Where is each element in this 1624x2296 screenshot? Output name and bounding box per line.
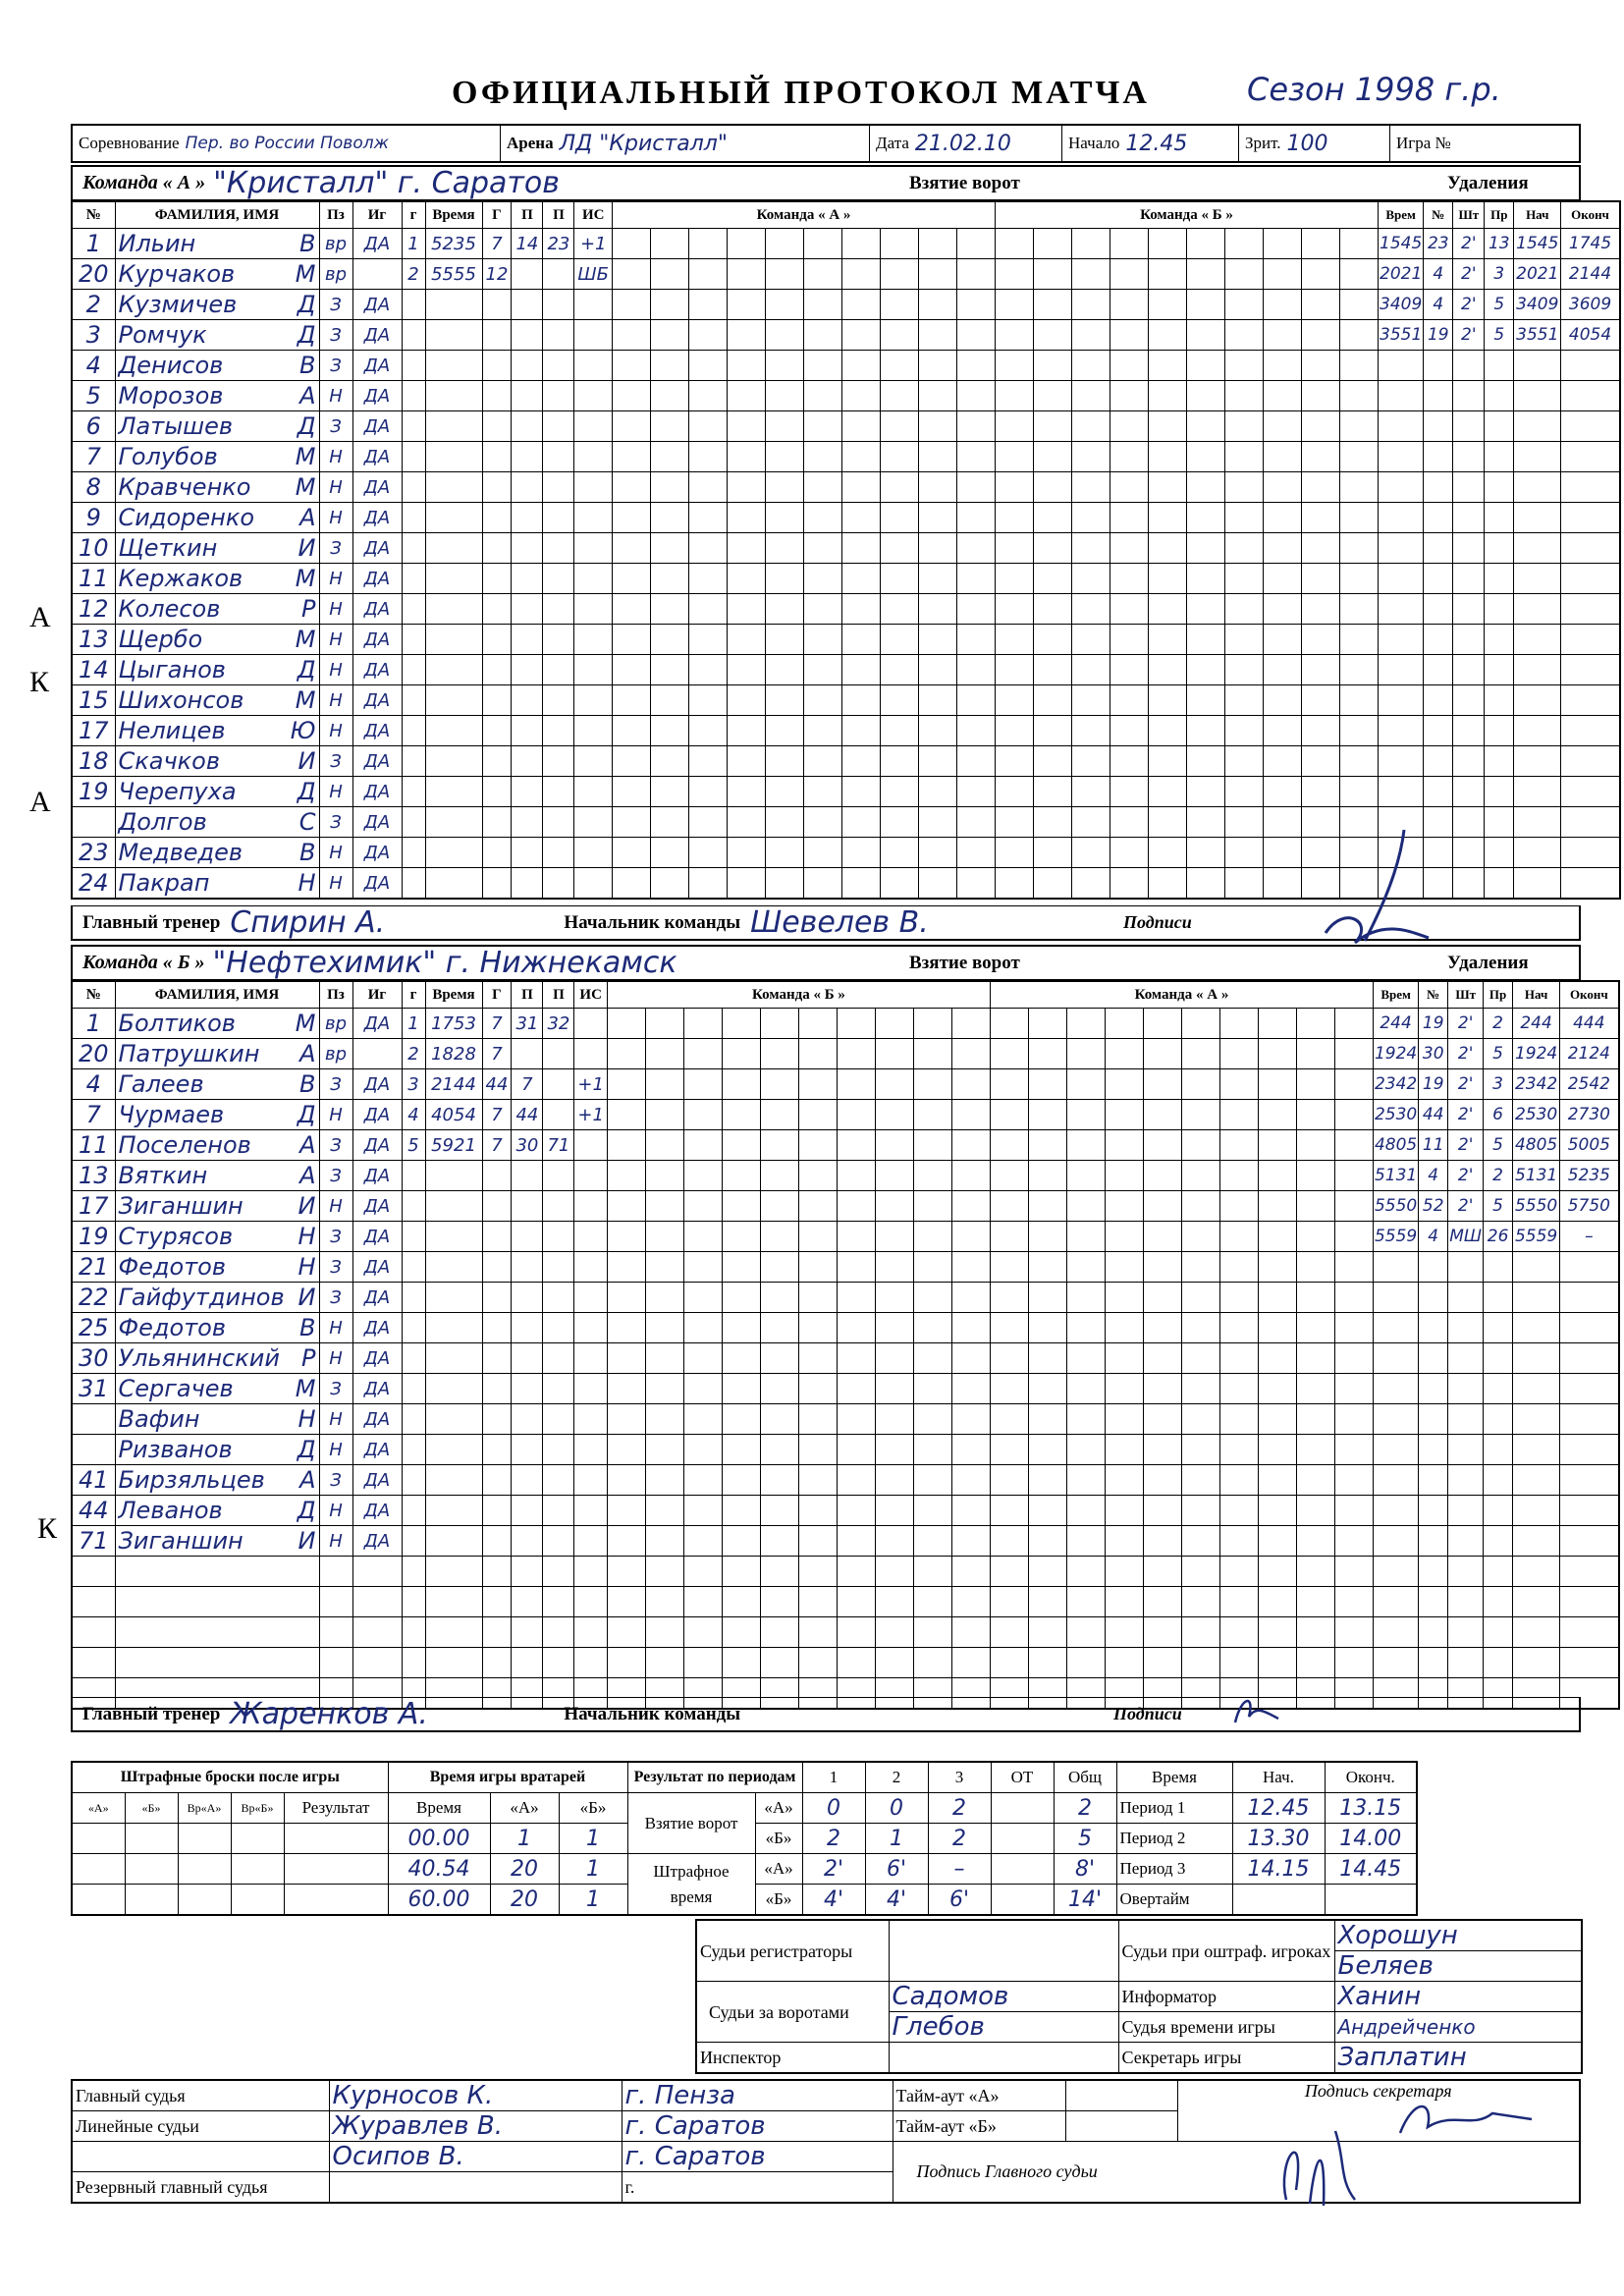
periods-title: Результат по периодам	[627, 1762, 802, 1793]
player-name: Морозов А	[115, 381, 319, 411]
player-row: 17 Нелицев Ю Н ДА	[72, 716, 1620, 746]
player-name: Болтиков М	[115, 1009, 319, 1039]
player-row: 20 Патрушкин А вр 2 1828 7 1924 30 2' 5 1924 2124	[72, 1039, 1619, 1069]
player-name: Ульянинский Р	[115, 1343, 319, 1374]
spectators-field: Зрит. 100	[1239, 126, 1390, 161]
team-b-header: Команда « Б » "Нефтехимик" г. Нижнекамск Взятие ворот Удаления	[71, 945, 1581, 980]
goalie-time-title: Время игры вратарей	[388, 1762, 627, 1793]
player-name: Скачков И	[115, 746, 319, 777]
player-name: Латышев Д	[115, 411, 319, 442]
player-name: Федотов В	[115, 1313, 319, 1343]
arena-value: ЛД "Кристалл"	[559, 131, 728, 156]
player-row: 4 Денисов В З ДА	[72, 351, 1620, 381]
player-name: Денисов В	[115, 351, 319, 381]
player-row: 1 Ильин В вр ДА 1 5235 7 14 23 +1 1545 23 2' 13 1545 1745	[72, 229, 1620, 259]
team-a-coach-row: Главный тренер Спирин А. Начальник команды Шевелев В. Подписи	[71, 905, 1581, 941]
team-b-roster-table: № ФАМИЛИЯ, ИМЯ Пз Иг г Время Г П П ИС Команда « Б » Команда « А » Врем № Шт Пр Нач Оконч 1 Болтиков М вр ДА 1 1753 7 31 32 244 19 2' 2 244 444 20 Патрушкин А вр 2 1828 7 1924 30 2' 5 1924 2124 4 Галеев В З ДА 3 2144 44 7 +1 2342 19 2' 3 2342 2542 7 Чурмаев Д Н ДА 4 4054 7 44 +1 2530 44 2' 6 2530 2730 11 Поселенов А З ДА 5 5921 7 30 71 4805 11 2' 5 4805 5005 13 Вяткин А З ДА 5131 4 2' 2 5131 5235 17 Зиганшин И Н ДА 5550 52 2' 5 5550 5750 19 Стурясов Н З ДА 5559 4 МШ 26 5559 – 21 Федотов Н З ДА 22 Гайфутдинов И З ДА 25 Федотов В Н ДА 30 Ульянинский Р Н ДА 31 Сергачев М З ДА Вафин Н Н ДА Ризванов Д Н ДА 41 Бирзяльцев А З ДА 44 Леванов Д Н ДА 71 Зиганшин И Н ДА	[71, 980, 1620, 1710]
team-b-coach: Жаренков А.	[230, 1697, 428, 1731]
player-name: Леванов Д	[115, 1496, 319, 1526]
penalty-box-judge-1: Хорошун	[1334, 1920, 1582, 1951]
player-name: Ильин В	[115, 229, 319, 259]
player-row: 7 Голубов М Н ДА	[72, 442, 1620, 472]
player-name: Зиганшин И	[115, 1526, 319, 1557]
player-row: 17 Зиганшин И Н ДА 5550 52 2' 5 5550 5750	[72, 1191, 1619, 1222]
player-name: Вяткин А	[115, 1161, 319, 1191]
player-name	[115, 1587, 319, 1617]
player-name: Кержаков М	[115, 564, 319, 594]
informator: Ханин	[1334, 1982, 1582, 2012]
team-a-signature	[1306, 825, 1434, 949]
player-name: Зиганшин И	[115, 1191, 319, 1222]
player-name: Голубов М	[115, 442, 319, 472]
player-name: Стурясов Н	[115, 1222, 319, 1252]
captain-mark: К	[29, 666, 50, 698]
player-row: 1 Болтиков М вр ДА 1 1753 7 31 32 244 19 2' 2 244 444	[72, 1009, 1619, 1039]
player-row: 44 Леванов Д Н ДА	[72, 1496, 1619, 1526]
player-name: Щеткин И	[115, 533, 319, 564]
player-row: 24 Пакрап Н Н ДА	[72, 868, 1620, 900]
player-row: 15 Шихонсов М Н ДА	[72, 685, 1620, 716]
team-b-signature	[1227, 1687, 1286, 1730]
player-row: Ризванов Д Н ДА	[72, 1435, 1619, 1465]
referees-table: Главный судья Курносов К. г. Пенза Тайм-аут «А» Подпись секретаря Линейные судьи Журавлев В. г. Саратов Тайм-аут «Б» Осипов В. г. Саратов Подпись Главного судьи Резервный главный судья г.	[71, 2079, 1581, 2204]
player-name: Курчаков М	[115, 259, 319, 290]
player-name	[115, 1617, 319, 1648]
player-name: Сидоренко А	[115, 503, 319, 533]
player-row	[72, 1648, 1619, 1678]
player-row: 71 Зиганшин И Н ДА	[72, 1526, 1619, 1557]
player-name: Медведев В	[115, 838, 319, 868]
competition-value: Пер. во России Поволж	[185, 134, 389, 153]
player-row	[72, 1557, 1619, 1587]
shootout-title: Штрафные броски после игры	[72, 1762, 388, 1793]
player-row: 21 Федотов Н З ДА	[72, 1252, 1619, 1283]
player-name: Пакрап Н	[115, 868, 319, 900]
player-name: Бирзяльцев А	[115, 1465, 319, 1496]
team-b-name: "Нефтехимик" г. Нижнекамск	[212, 946, 677, 980]
player-row: Долгов С З ДА	[72, 807, 1620, 838]
alternate-captain-mark: А	[29, 601, 51, 633]
player-name: Колесов Р	[115, 594, 319, 625]
player-row: 30 Ульянинский Р Н ДА	[72, 1343, 1619, 1374]
player-row: 9 Сидоренко А Н ДА	[72, 503, 1620, 533]
player-row: 3 Ромчук Д З ДА 3551 19 2' 5 3551 4054	[72, 320, 1620, 351]
player-row: 25 Федотов В Н ДА	[72, 1313, 1619, 1343]
team-a-manager: Шевелев В.	[750, 905, 929, 940]
competition-field: Соревнование Пер. во России Поволж	[73, 126, 501, 161]
goal-judge-2: Глебов	[889, 2012, 1118, 2043]
secretary: Заплатин	[1334, 2043, 1582, 2074]
player-name: Долгов С	[115, 807, 319, 838]
player-name	[115, 1648, 319, 1678]
team-a-name: "Кристалл" г. Саратов	[213, 166, 560, 200]
head-referee: Курносов К.	[329, 2080, 622, 2111]
player-name: Ромчук Д	[115, 320, 319, 351]
player-row: 13 Щербо М Н ДА	[72, 625, 1620, 655]
officials-table: Судьи регистраторы Судьи при оштраф. игроках Хорошун Беляев Судьи за воротами Садомов Информатор Ханин Глебов Судья времени игры Андрейченко Инспектор Секретарь игры Заплатин	[695, 1919, 1583, 2074]
player-row: 18 Скачков И З ДА	[72, 746, 1620, 777]
team-a-header: Команда « А » "Кристалл" г. Саратов Взятие ворот Удаления	[71, 165, 1581, 200]
player-row: 19 Стурясов Н З ДА 5559 4 МШ 26 5559 –	[72, 1222, 1619, 1252]
player-row: 20 Курчаков М вр 2 5555 12 ШБ 2021 4 2' 3 2021 2144	[72, 259, 1620, 290]
player-row: 31 Сергачев М З ДА	[72, 1374, 1619, 1404]
player-name: Шихонсов М	[115, 685, 319, 716]
match-info-row	[71, 124, 1581, 163]
head-referee-signature	[1267, 2102, 1375, 2210]
game-number-field: Игра №	[1396, 134, 1451, 152]
player-row: 14 Цыганов Д Н ДА	[72, 655, 1620, 685]
alternate-captain-mark: А	[29, 786, 51, 818]
player-name: Сергачев М	[115, 1374, 319, 1404]
captain-mark: К	[37, 1512, 58, 1545]
player-name: Поселенов А	[115, 1130, 319, 1161]
player-name: Ризванов Д	[115, 1435, 319, 1465]
player-name: Федотов Н	[115, 1252, 319, 1283]
linesman-2: Осипов В.	[329, 2142, 622, 2172]
player-row: 8 Кравченко М Н ДА	[72, 472, 1620, 503]
linesman-1: Журавлев В.	[329, 2111, 622, 2142]
spectators-value: 100	[1286, 131, 1328, 156]
player-row: 10 Щеткин И З ДА	[72, 533, 1620, 564]
player-row: 11 Кержаков М Н ДА	[72, 564, 1620, 594]
player-row: 11 Поселенов А З ДА 5 5921 7 30 71 4805 11 2' 5 4805 5005	[72, 1130, 1619, 1161]
player-row: 4 Галеев В З ДА 3 2144 44 7 +1 2342 19 2' 3 2342 2542	[72, 1069, 1619, 1100]
team-a-coach: Спирин А.	[230, 905, 386, 940]
player-name: Щербо М	[115, 625, 319, 655]
player-name: Кравченко М	[115, 472, 319, 503]
player-row: 5 Морозов А Н ДА	[72, 381, 1620, 411]
season-note: Сезон 1998 г.р.	[1247, 71, 1501, 108]
start-value: 12.45	[1125, 131, 1188, 156]
player-row: 2 Кузмичев Д З ДА 3409 4 2' 5 3409 3609	[72, 290, 1620, 320]
player-name: Кузмичев Д	[115, 290, 319, 320]
goal-judge-1: Садомов	[889, 1982, 1118, 2012]
secretary-signature	[1394, 2090, 1542, 2139]
player-row: 22 Гайфутдинов И З ДА	[72, 1283, 1619, 1313]
player-row: 7 Чурмаев Д Н ДА 4 4054 7 44 +1 2530 44 2' 6 2530 2730	[72, 1100, 1619, 1130]
player-name: Чурмаев Д	[115, 1100, 319, 1130]
team-a-roster-table: № ФАМИЛИЯ, ИМЯ Пз Иг г Время Г П П ИС Команда « А » Команда « Б » Врем № Шт Пр Нач Оконч 1 Ильин В вр ДА 1 5235 7 14 23 +1 1545 23 2' 13 1545 1745 20 Курчаков М вр 2 5555 12 ШБ 2021 4 2' 3 2021 2144 2 Кузмичев Д З ДА 3409 4 2' 5 3409 3609 3 Ромчук Д З ДА 3551 19 2' 5 3551 4054 4 Денисов В З ДА 5 Морозов А Н ДА 6 Латышев Д З ДА 7 Голубов М Н ДА 8 Кравченко М Н ДА 9 Сидоренко А Н ДА 10 Щеткин И З ДА 11 Кержаков М Н ДА 12 Колесов Р Н ДА 13 Щербо М Н ДА 14 Цыганов Д Н ДА 15 Шихонсов М Н ДА 17 Нелицев Ю Н ДА 18 Скачков И З ДА 19 Черепуха Д Н ДА Долгов С З ДА 23 Медведев В Н ДА 24 Пакрап Н Н ДА	[71, 200, 1621, 900]
player-name: Гайфутдинов И	[115, 1283, 319, 1313]
player-name: Патрушкин А	[115, 1039, 319, 1069]
player-row	[72, 1587, 1619, 1617]
date-value: 21.02.10	[914, 131, 1011, 156]
player-name: Черепуха Д	[115, 777, 319, 807]
player-name: Нелицев Ю	[115, 716, 319, 746]
player-row: 19 Черепуха Д Н ДА	[72, 777, 1620, 807]
player-row: Вафин Н Н ДА	[72, 1404, 1619, 1435]
player-name: Вафин Н	[115, 1404, 319, 1435]
player-name	[115, 1557, 319, 1587]
linesman-2-city: г. Саратов	[622, 2142, 893, 2172]
arena-field: Арена ЛД "Кристалл"	[501, 126, 870, 161]
player-row: 23 Медведев В Н ДА	[72, 838, 1620, 868]
player-row	[72, 1617, 1619, 1648]
head-referee-city: г. Пенза	[622, 2080, 893, 2111]
linesman-1-city: г. Саратов	[622, 2111, 893, 2142]
player-row: 12 Колесов Р Н ДА	[72, 594, 1620, 625]
penalty-box-judge-2: Беляев	[1334, 1951, 1582, 1982]
start-field: Начало 12.45	[1062, 126, 1239, 161]
player-row: 41 Бирзяльцев А З ДА	[72, 1465, 1619, 1496]
page-title: ОФИЦИАЛЬНЫЙ ПРОТОКОЛ МАТЧА	[452, 75, 1150, 111]
player-name: Цыганов Д	[115, 655, 319, 685]
player-row: 6 Латышев Д З ДА	[72, 411, 1620, 442]
timekeeper: Андрейченко	[1334, 2012, 1582, 2043]
date-field: Дата 21.02.10	[870, 126, 1062, 161]
team-b-coach-row: Главный тренер Жаренков А. Начальник команды Подписи	[71, 1697, 1581, 1732]
player-name: Галеев В	[115, 1069, 319, 1100]
player-row: 13 Вяткин А З ДА 5131 4 2' 2 5131 5235	[72, 1161, 1619, 1191]
game-summary-table: Штрафные броски после игры Время игры вратарей Результат по периодам 1 2 3 ОТ Общ Время Нач. Оконч. «А» «Б» Вр«А» Вр«Б» Результат Время «А» «Б» Взятие ворот «А» 0 0 2 2 Период 1 12.45 13.15 00.00 1 1 «Б» 2 1 2 5 Период 2 13.30 14.00 40.54 20 1 Штрафное время «А» 2' 6' – 8' Период 3 14.15 14.45 60.00 20 1 «Б» 4' 4' 6' 14' Овертайм	[71, 1761, 1418, 1916]
